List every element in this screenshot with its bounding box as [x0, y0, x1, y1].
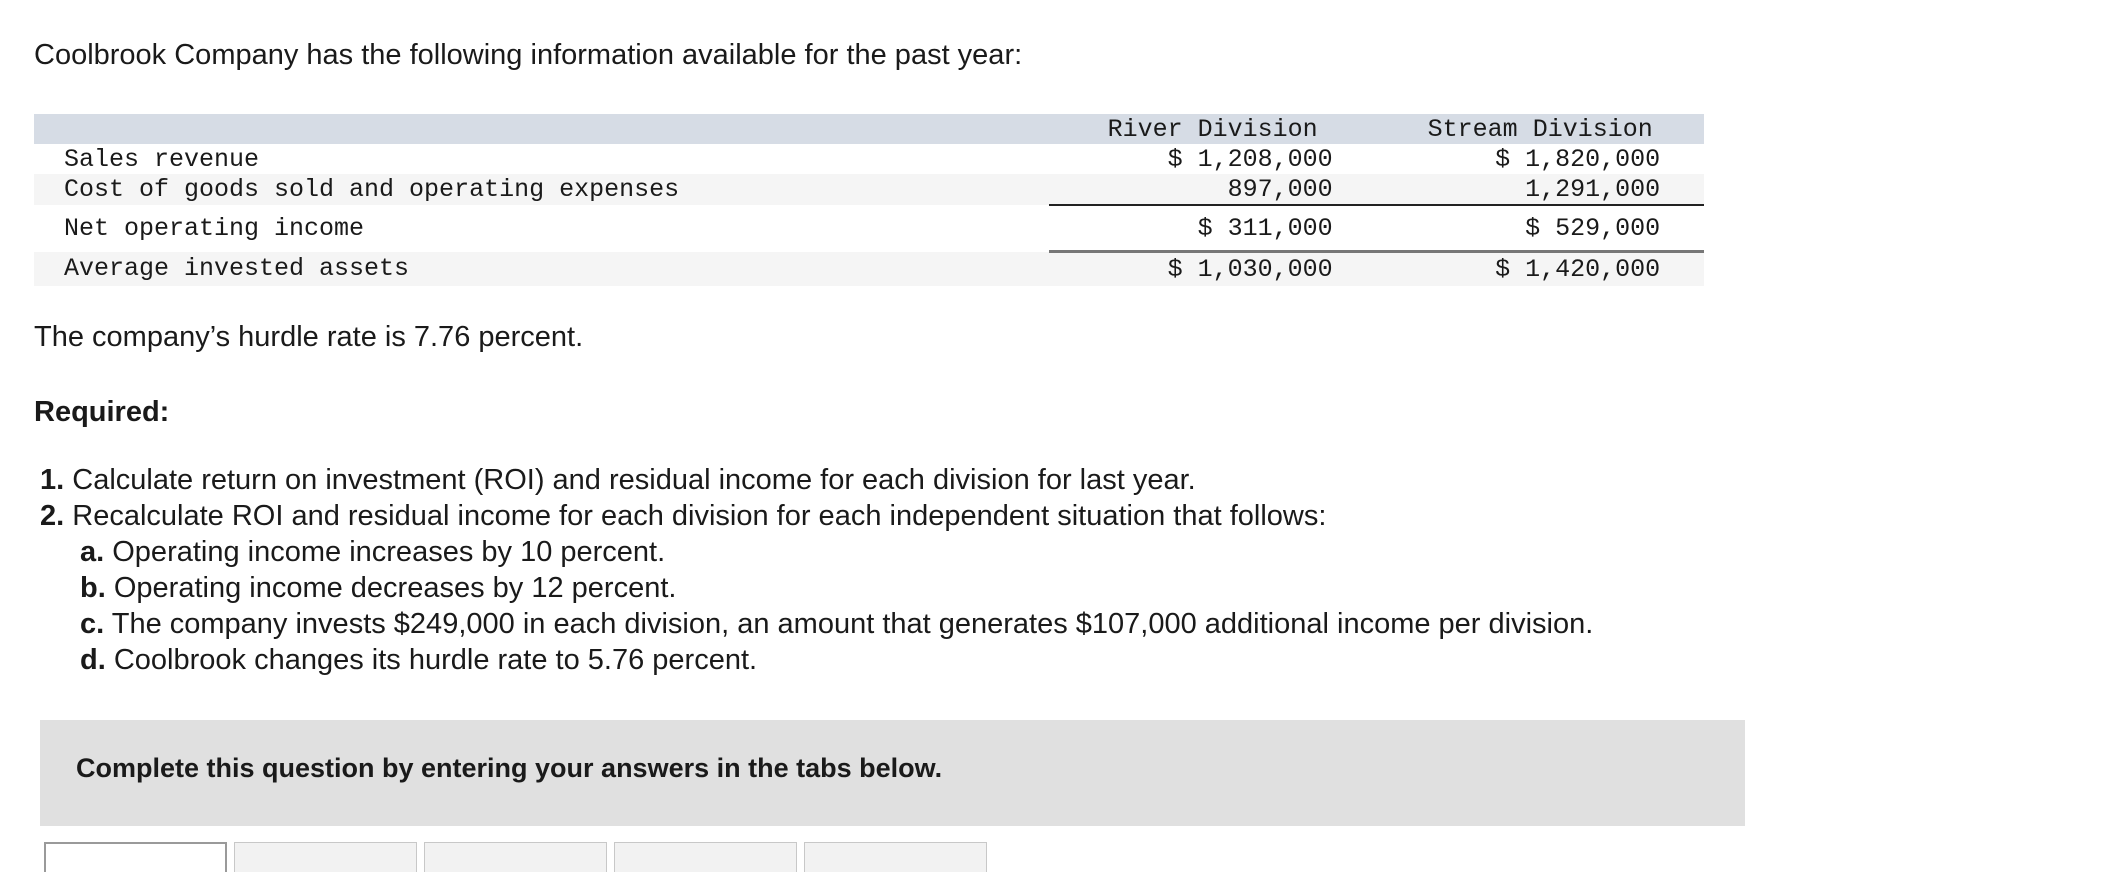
list-item [40, 570, 1593, 606]
step-number: 2. [40, 500, 65, 532]
requirements-list [40, 462, 1593, 678]
list-item [40, 606, 1593, 642]
substep-letter: a. [80, 536, 105, 568]
instruction-panel [40, 720, 1745, 826]
hurdle-rate-text: The company’s hurdle rate is 7.76 percent. [34, 321, 584, 353]
river-value: $ 1,030,000 [1167, 255, 1333, 284]
step-text: Calculate return on investment (ROI) and residual income for each division for last year. [72, 464, 1196, 496]
header-spacer [34, 114, 1049, 144]
list-item [40, 642, 1593, 678]
substep-text: Operating income increases by 10 percent. [112, 536, 666, 568]
substep-letter: b. [80, 572, 106, 604]
division-data-table [34, 114, 1704, 286]
row-label: Net operating income [34, 205, 1049, 252]
stream-value-cell [1376, 252, 1704, 287]
river-value-cell [1049, 205, 1377, 252]
substep-letter: d. [80, 644, 106, 676]
list-item [40, 462, 1593, 498]
tab-4[interactable] [614, 842, 797, 872]
river-value: 897,000 [1227, 174, 1333, 204]
river-value-cell [1049, 174, 1377, 205]
substep-text: Coolbrook changes its hurdle rate to 5.76 percent. [113, 644, 758, 676]
tab-2[interactable] [234, 842, 417, 872]
list-item [40, 498, 1593, 534]
header-stream-division: Stream Division [1376, 114, 1704, 144]
step-number: 1. [40, 464, 65, 496]
row-label: Cost of goods sold and operating expenses [34, 174, 1049, 205]
stream-value: 1,291,000 [1525, 174, 1661, 204]
stream-value-cell [1376, 144, 1704, 174]
required-heading: Required: [34, 396, 170, 428]
table-header-row [34, 114, 1704, 144]
stream-value: $ 1,420,000 [1495, 255, 1661, 284]
list-item [40, 534, 1593, 570]
row-label: Sales revenue [34, 144, 1049, 174]
river-value: $ 311,000 [1197, 213, 1333, 243]
step-text: Recalculate ROI and residual income for each division for each independent situation that follows: [72, 500, 1327, 532]
stream-value: $ 1,820,000 [1495, 144, 1661, 174]
table-row [34, 144, 1704, 174]
intro-text: Coolbrook Company has the following information available for the past year: [34, 39, 1023, 71]
stream-value-cell [1376, 174, 1704, 205]
table-row [34, 252, 1704, 287]
river-value: $ 1,208,000 [1167, 144, 1333, 174]
tab-5[interactable] [804, 842, 987, 872]
stream-value: $ 529,000 [1525, 213, 1661, 243]
stream-value-cell [1376, 205, 1704, 252]
substep-text: The company invests $249,000 in each division, an amount that generates $107,000 additional income per division. [111, 608, 1594, 640]
river-value-cell [1049, 144, 1377, 174]
substep-letter: c. [80, 608, 105, 640]
instruction-text: Complete this question by entering your answers in the tabs below. [76, 753, 943, 783]
tab-1[interactable] [44, 842, 227, 872]
header-river-division: River Division [1049, 114, 1377, 144]
substep-text: Operating income decreases by 12 percent. [113, 572, 677, 604]
table-row [34, 174, 1704, 205]
tab-3[interactable] [424, 842, 607, 872]
row-label: Average invested assets [34, 252, 1049, 287]
river-value-cell [1049, 252, 1377, 287]
table-row [34, 205, 1704, 252]
